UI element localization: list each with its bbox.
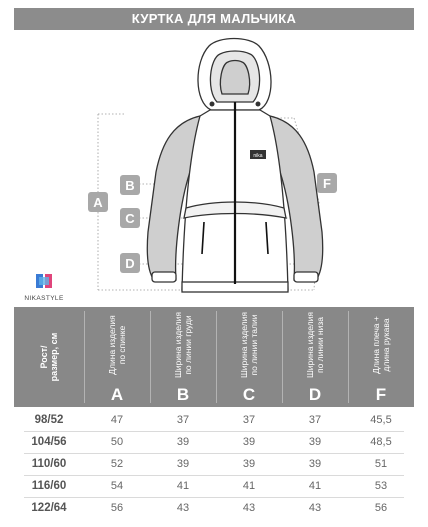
header-col-b-letter: B — [176, 385, 190, 404]
table-row — [14, 453, 414, 475]
size-cell: 98/52 — [34, 414, 64, 426]
page-title: КУРТКА ДЛЯ МАЛЬЧИКА — [14, 8, 414, 30]
header-col-f-letter: F — [375, 385, 387, 404]
jacket-hood — [198, 39, 271, 111]
header-col-c-letter: C — [242, 385, 256, 404]
value-cell: 37 — [176, 414, 190, 426]
nikastyle-logo-icon — [36, 274, 52, 288]
value-cell: 45,5 — [370, 414, 392, 426]
header-col-f-label: Длина плеча + длина рукава — [371, 316, 391, 374]
value-cell: 50 — [110, 436, 124, 448]
value-cell: 39 — [176, 458, 190, 470]
table-row — [14, 497, 414, 519]
header-col-a-label: Длина изделия по спинке — [107, 315, 127, 375]
table-header — [14, 307, 414, 407]
size-cell: 116/60 — [31, 480, 67, 492]
value-cell: 43 — [242, 502, 256, 514]
header-col-b — [150, 307, 216, 407]
value-cell: 41 — [308, 480, 322, 492]
brand-name: NIKASTYLE — [24, 295, 64, 302]
table-row — [14, 409, 414, 431]
size-cell: 122/64 — [31, 502, 67, 514]
value-cell: 56 — [110, 502, 124, 514]
badge-b-text: B — [125, 178, 135, 193]
header-col-c — [216, 307, 282, 407]
value-cell: 39 — [242, 436, 256, 448]
value-cell: 47 — [110, 414, 124, 426]
value-cell: 56 — [374, 502, 388, 514]
value-cell: 41 — [242, 480, 256, 492]
badge-d-text: D — [125, 256, 135, 271]
value-cell: 53 — [374, 480, 388, 492]
header-col-b-label: Ширина изделия по линии груди — [173, 312, 193, 378]
value-cell: 39 — [308, 458, 322, 470]
header-col-f — [348, 307, 414, 407]
header-col-d-label: Ширина изделия по линии низа — [305, 312, 325, 378]
badge-c-text: C — [125, 211, 135, 226]
value-cell: 37 — [242, 414, 256, 426]
badge-a-text: A — [93, 195, 103, 210]
header-col-a-letter: A — [110, 385, 124, 404]
value-cell: 41 — [176, 480, 190, 492]
header-size-label: Рост/ размер, см — [39, 332, 59, 382]
value-cell: 39 — [308, 436, 322, 448]
value-cell: 52 — [110, 458, 124, 470]
size-table — [14, 307, 414, 519]
header-col-d-letter: D — [308, 385, 322, 404]
value-cell: 48,5 — [370, 436, 392, 448]
value-cell: 37 — [308, 414, 322, 426]
header-col-d — [282, 307, 348, 407]
table-row — [14, 431, 414, 453]
value-cell: 54 — [110, 480, 124, 492]
header-col-a — [84, 307, 150, 407]
jacket-diagram — [14, 32, 414, 307]
header-size — [14, 307, 84, 407]
size-cell: 104/56 — [31, 436, 67, 448]
value-cell: 39 — [242, 458, 256, 470]
value-cell: 43 — [308, 502, 322, 514]
value-cell: 43 — [176, 502, 190, 514]
header-col-c-label: Ширина изделия по линии талии — [239, 312, 259, 378]
brand-logo — [14, 274, 74, 302]
value-cell: 39 — [176, 436, 190, 448]
chest-badge-text: nika — [253, 153, 263, 159]
size-cell: 110/60 — [31, 458, 67, 470]
table-row — [14, 475, 414, 497]
badge-f-text: F — [323, 176, 331, 191]
value-cell: 51 — [374, 458, 388, 470]
